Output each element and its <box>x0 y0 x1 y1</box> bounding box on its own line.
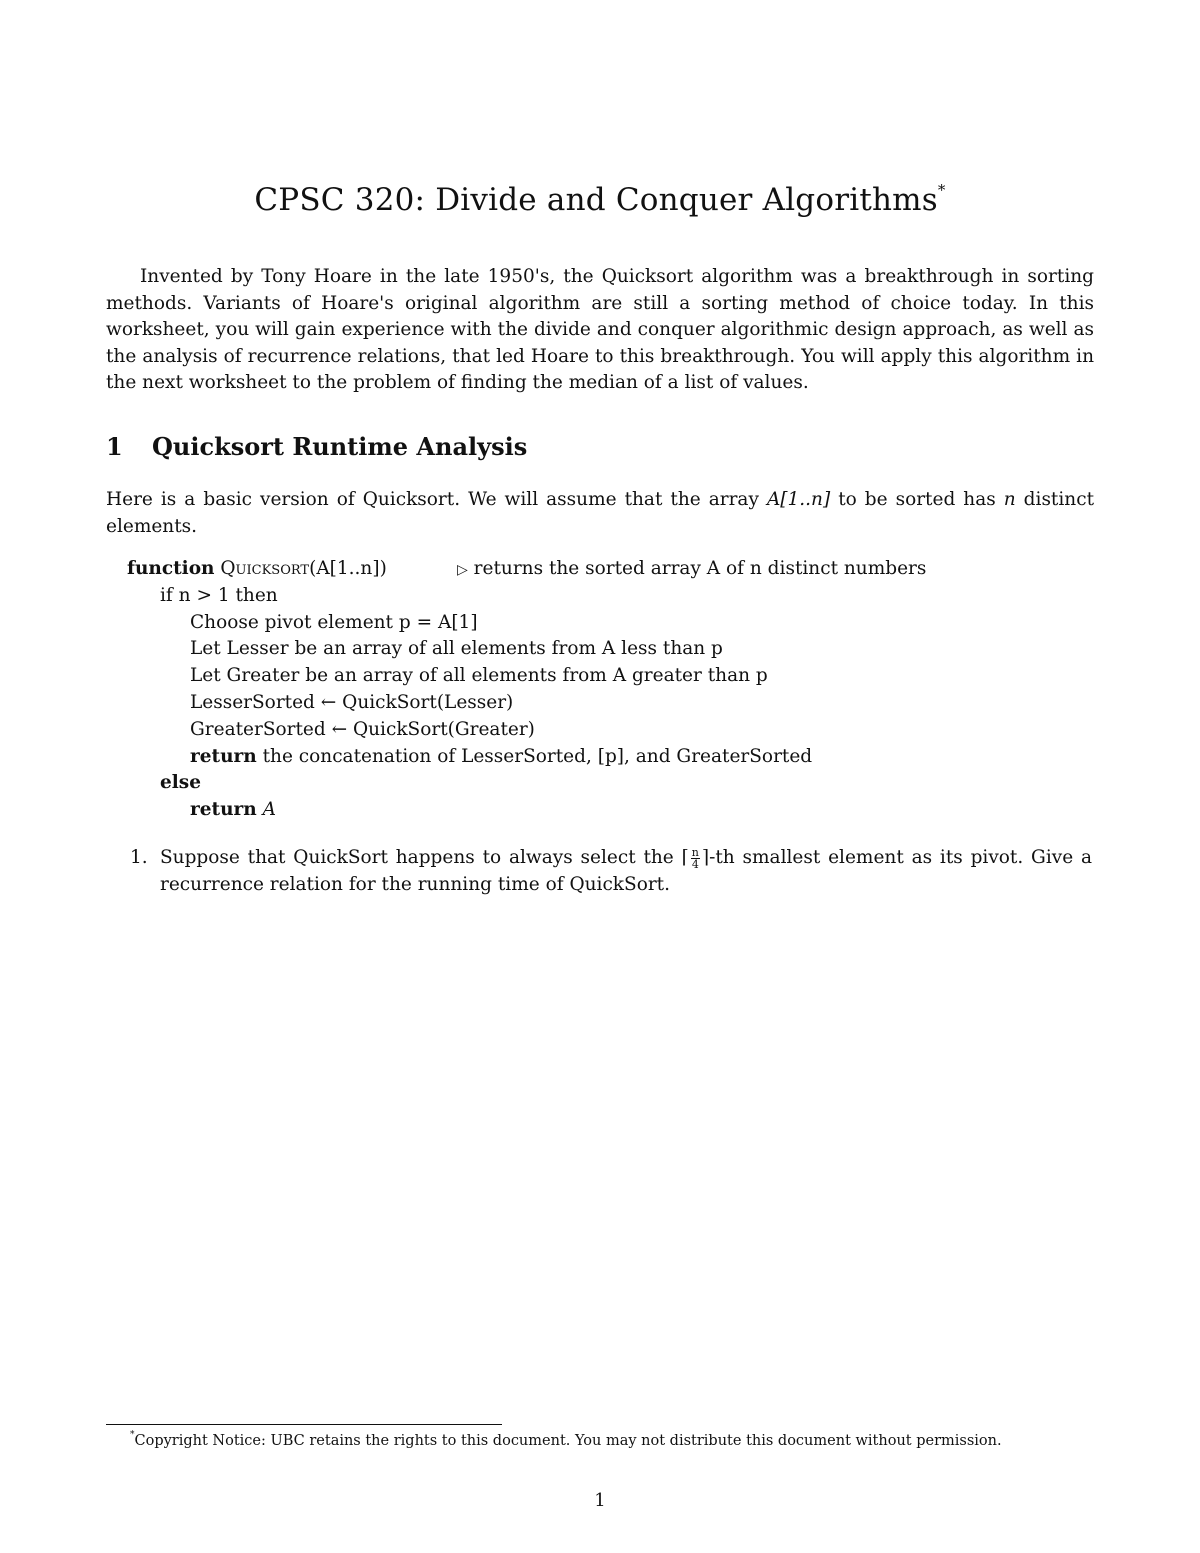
quicksort-pseudocode <box>127 556 927 824</box>
pseudocode-line: Choose pivot element p = A[1] <box>190 611 478 633</box>
title-footnote-mark: * <box>937 180 946 199</box>
footnote: *Copyright Notice: UBC retains the rights to this document. You may not distribute this document without permission. <box>130 1430 1002 1449</box>
question-1 <box>130 845 1092 898</box>
question-number: 1. <box>130 847 148 868</box>
function-line: function Quicksort(A[1..n]) ▷ returns the sorted array A of n distinct numbers <box>127 556 812 583</box>
document-title <box>0 182 1200 218</box>
if-line: if n > 1 then <box>160 584 278 606</box>
fraction: $\frac{n}{4}$ <box>691 845 699 871</box>
else-line: else <box>160 772 201 794</box>
section-title: Quicksort Runtime Analysis <box>152 432 528 461</box>
question-text: Suppose that QuickSort happens to always select the ⌈ $\frac{n}{4}$ ⌉-th smallest element as its pivot. Give a recurrence relation for the running time of QuickSort. <box>160 845 1092 895</box>
section-heading <box>106 432 527 461</box>
title-text: CPSC 320: Divide and Conquer Algorithms <box>254 182 938 218</box>
pseudocode-line: GreaterSorted ← QuickSort(Greater) <box>190 718 535 740</box>
section-number: 1 <box>106 432 123 461</box>
page-number: 1 <box>594 1490 606 1511</box>
lead-paragraph: Here is a basic version of Quicksort. We will assume that the array A[1..n] to be sorted has n distinct elements. <box>106 489 1094 537</box>
pseudocode-line: Let Lesser be an array of all elements from A less than p <box>190 638 723 660</box>
return-line: return the concatenation of LesserSorted, [p], and GreaterSorted <box>190 745 813 767</box>
footnote-rule <box>106 1424 502 1425</box>
pseudocode-line: LesserSorted ← QuickSort(Lesser) <box>190 691 514 713</box>
pseudocode-comment: ▷ returns the sorted array A of n distinct numbers <box>457 558 927 579</box>
function-name: Quicksort <box>220 558 310 579</box>
intro-paragraph: Invented by Tony Hoare in the late 1950's, the Quicksort algorithm was a breakthrough in sorting methods. Variants of Hoare's original algorithm are still a sorting method of choice today. In this worksheet, you will gain experience with the divide and conquer algorithmic design approach, as well as the analysis of recurrence relations, that led Hoare to this breakthrough. You will apply this algorithm in the next worksheet to the problem of finding the median of a list of values. <box>106 266 1094 393</box>
comment-triangle-icon: ▷ <box>457 562 468 578</box>
pseudocode-line: Let Greater be an array of all elements from A greater than p <box>190 665 768 687</box>
array-notation: A[1..n] <box>766 489 831 510</box>
return-a-line: return A <box>190 799 276 821</box>
